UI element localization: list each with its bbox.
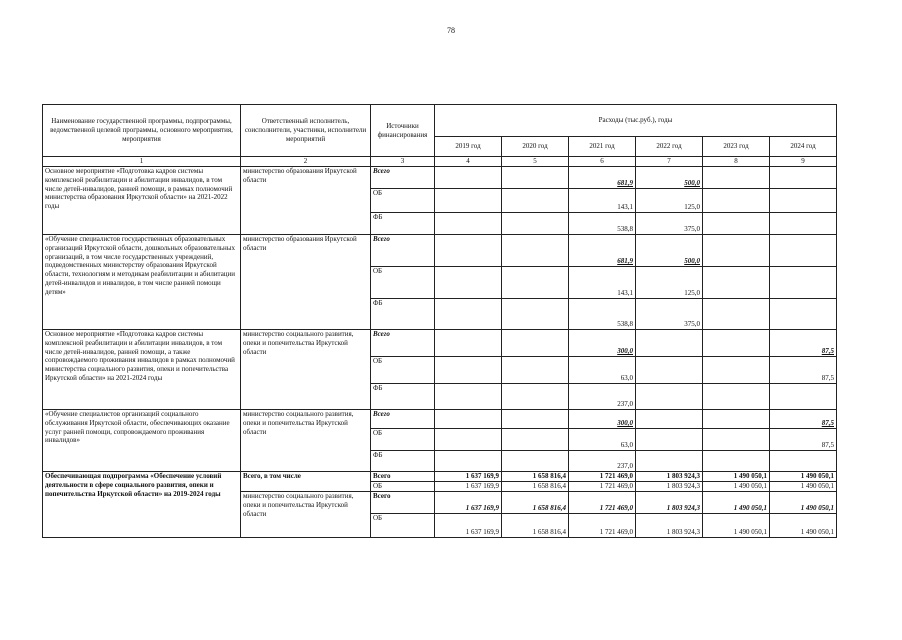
expense-value	[770, 451, 837, 472]
expense-value	[636, 357, 703, 384]
expense-value: 681,9	[569, 235, 636, 267]
header-source: Источники финансирования	[371, 105, 435, 157]
table-row	[43, 167, 837, 189]
expense-value: 125,0	[636, 189, 703, 213]
page-number: 78	[447, 26, 455, 35]
expense-value	[435, 189, 502, 213]
expense-value	[770, 167, 837, 189]
expense-value: 1 637 169,9	[435, 514, 502, 538]
funding-source: Всего	[371, 492, 435, 514]
funding-source: ОБ	[371, 514, 435, 538]
expense-value: 63,0	[569, 429, 636, 451]
expense-value	[435, 213, 502, 235]
expense-value: 375,0	[636, 213, 703, 235]
table-row	[43, 410, 837, 429]
expense-value: 143,1	[569, 267, 636, 299]
expense-value	[435, 167, 502, 189]
expense-value: 1 803 924,3	[636, 482, 703, 492]
subprogram-name: Обеспечивающая подпрограмма «Обеспечение условий деятельности в сфере социального развития, опеки и попечительства Иркутской области» на 2019-2024 годы	[43, 472, 241, 538]
expense-value	[703, 267, 770, 299]
expense-value: 1 490 050,1	[703, 492, 770, 514]
measure-name: Основное мероприятие «Подготовка кадров системы комплексной реабилитации и абилитации инвалидов, в том числе детей-инвалидов, ранней помощи, в рамках полномочий министерства образования Иркутской области» на 2021-2022 годы	[43, 167, 241, 235]
expense-value: 1 490 050,1	[703, 482, 770, 492]
expense-value	[502, 299, 569, 330]
expense-value: 500,0	[636, 167, 703, 189]
expense-value	[502, 167, 569, 189]
expense-value: 87,5	[770, 357, 837, 384]
expense-value	[703, 167, 770, 189]
subprogram-executor: министерство социального развития, опеки и попечительства Иркутской области	[241, 492, 371, 538]
measure-executor: министерство социального развития, опеки и попечительства Иркутской области	[241, 330, 371, 410]
expense-value	[502, 213, 569, 235]
expense-value	[435, 357, 502, 384]
expense-value	[703, 451, 770, 472]
column-number: 1	[43, 157, 241, 167]
expense-value: 1 721 469,0	[569, 482, 636, 492]
funding-source: ФБ	[371, 299, 435, 330]
column-number: 7	[636, 157, 703, 167]
expense-value	[435, 267, 502, 299]
expense-value: 1 658 816,4	[502, 514, 569, 538]
expense-value	[502, 384, 569, 410]
column-number: 5	[502, 157, 569, 167]
expense-value: 1 721 469,0	[569, 492, 636, 514]
header-year: 2020 год	[502, 137, 569, 157]
expense-value	[435, 429, 502, 451]
expense-value: 681,9	[569, 167, 636, 189]
expense-value: 125,0	[636, 267, 703, 299]
expense-value: 1 490 050,1	[770, 472, 837, 482]
expense-value: 87,5	[770, 429, 837, 451]
funding-source: ОБ	[371, 189, 435, 213]
funding-source: ОБ	[371, 267, 435, 299]
header-name: Наименование государственной программы, подпрограммы, ведомственной целевой программы, основного мероприятия, мероприятия	[43, 105, 241, 157]
header-year: 2019 год	[435, 137, 502, 157]
expense-value: 1 637 169,9	[435, 492, 502, 514]
expense-value: 1 658 816,4	[502, 482, 569, 492]
expense-value	[502, 410, 569, 429]
expense-value: 63,0	[569, 357, 636, 384]
expense-value: 538,8	[569, 299, 636, 330]
expense-value	[703, 410, 770, 429]
header-executor: Ответственный исполнитель, соисполнители, участники, исполнители мероприятий	[241, 105, 371, 157]
expense-value	[770, 189, 837, 213]
expense-value	[435, 299, 502, 330]
expense-value	[636, 410, 703, 429]
funding-source: ОБ	[371, 429, 435, 451]
expense-value	[502, 235, 569, 267]
expenses-table	[42, 104, 837, 538]
expense-value: 1 721 469,0	[569, 514, 636, 538]
expense-value	[435, 410, 502, 429]
expense-value	[502, 357, 569, 384]
expense-value: 1 490 050,1	[770, 492, 837, 514]
expense-value: 1 637 169,9	[435, 482, 502, 492]
expense-value: 1 490 050,1	[703, 472, 770, 482]
header-year: 2023 год	[703, 137, 770, 157]
expense-value	[502, 429, 569, 451]
expense-value	[703, 189, 770, 213]
expense-value: 300,0	[569, 330, 636, 357]
expense-value	[636, 429, 703, 451]
expense-value	[502, 451, 569, 472]
expense-value: 1 490 050,1	[770, 482, 837, 492]
measure-executor: министерство образования Иркутской области	[241, 167, 371, 235]
header-year: 2022 год	[636, 137, 703, 157]
column-number: 4	[435, 157, 502, 167]
expense-value	[703, 213, 770, 235]
expense-value	[703, 429, 770, 451]
funding-source: ОБ	[371, 357, 435, 384]
expense-value	[703, 357, 770, 384]
expense-value: 1 658 816,4	[502, 492, 569, 514]
expense-value	[636, 384, 703, 410]
expense-value: 1 490 050,1	[703, 514, 770, 538]
expense-value	[770, 213, 837, 235]
expense-value: 500,0	[636, 235, 703, 267]
table-row	[43, 235, 837, 267]
expense-value	[703, 299, 770, 330]
funding-source: ОБ	[371, 482, 435, 492]
measure-executor: министерство образования Иркутской области	[241, 235, 371, 330]
funding-source: Всего	[371, 410, 435, 429]
expense-value	[770, 299, 837, 330]
expense-value: 1 803 924,3	[636, 514, 703, 538]
expense-value: 1 803 924,3	[636, 492, 703, 514]
header-expenses: Расходы (тыс.руб.), годы	[435, 105, 837, 137]
expense-value	[435, 384, 502, 410]
expense-value	[770, 384, 837, 410]
measure-name: «Обучение специалистов организаций социального обслуживания Иркутской области, обеспечивающих оказание услуг ранней помощи, сопровождаемого проживания инвалидов»	[43, 410, 241, 472]
expense-value: 143,1	[569, 189, 636, 213]
expense-value: 237,0	[569, 384, 636, 410]
expense-value: 237,0	[569, 451, 636, 472]
expense-value	[435, 330, 502, 357]
expense-value	[636, 451, 703, 472]
expense-value: 300,0	[569, 410, 636, 429]
expense-value	[703, 384, 770, 410]
expense-value	[703, 235, 770, 267]
expense-value	[502, 330, 569, 357]
table-row	[43, 472, 837, 482]
expense-value	[502, 267, 569, 299]
funding-source: ФБ	[371, 213, 435, 235]
expense-value: 87,5	[770, 410, 837, 429]
funding-source: ФБ	[371, 451, 435, 472]
funding-source: Всего	[371, 472, 435, 482]
expense-value	[636, 330, 703, 357]
expense-value: 1 637 169,9	[435, 472, 502, 482]
table-row	[43, 330, 837, 357]
measure-name: «Обучение специалистов государственных образовательных организаций Иркутской области, дошкольных образовательных организаций, в том числе государственных учреждений, подведомственных министерству образования Иркутской области, технологиям и методикам реабилитации и абилитации детей-инвалидов и инвалидов, в том числе ранней помощи детям»	[43, 235, 241, 330]
expense-value: 87,5	[770, 330, 837, 357]
expense-value: 1 721 469,0	[569, 472, 636, 482]
expense-value	[770, 235, 837, 267]
expense-value	[703, 330, 770, 357]
measure-name: Основное мероприятие «Подготовка кадров системы комплексной реабилитации и абилитации инвалидов, в том числе детей-инвалидов, ранней помощи, а также сопровождаемого проживания инвалидов в рамках полномочий министерства социального развития, опеки и попечительства Иркутской области» на 2021-2024 годы	[43, 330, 241, 410]
measure-executor: министерство социального развития, опеки и попечительства Иркутской области	[241, 410, 371, 472]
expense-value: 375,0	[636, 299, 703, 330]
expense-value: 1 803 924,3	[636, 472, 703, 482]
expense-value: 1 490 050,1	[770, 514, 837, 538]
expense-value	[435, 235, 502, 267]
funding-source: Всего	[371, 235, 435, 267]
expense-value	[770, 267, 837, 299]
funding-source: Всего	[371, 330, 435, 357]
column-number: 2	[241, 157, 371, 167]
funding-source: Всего	[371, 167, 435, 189]
column-number: 9	[770, 157, 837, 167]
column-number: 3	[371, 157, 435, 167]
expense-value	[502, 189, 569, 213]
funding-source: ФБ	[371, 384, 435, 410]
column-number: 6	[569, 157, 636, 167]
header-year: 2021 год	[569, 137, 636, 157]
expense-value	[435, 451, 502, 472]
expense-value: 538,8	[569, 213, 636, 235]
subprogram-executor-total: Всего, в том числе	[241, 472, 371, 492]
column-number: 8	[703, 157, 770, 167]
header-year: 2024 год	[770, 137, 837, 157]
expense-value: 1 658 816,4	[502, 472, 569, 482]
